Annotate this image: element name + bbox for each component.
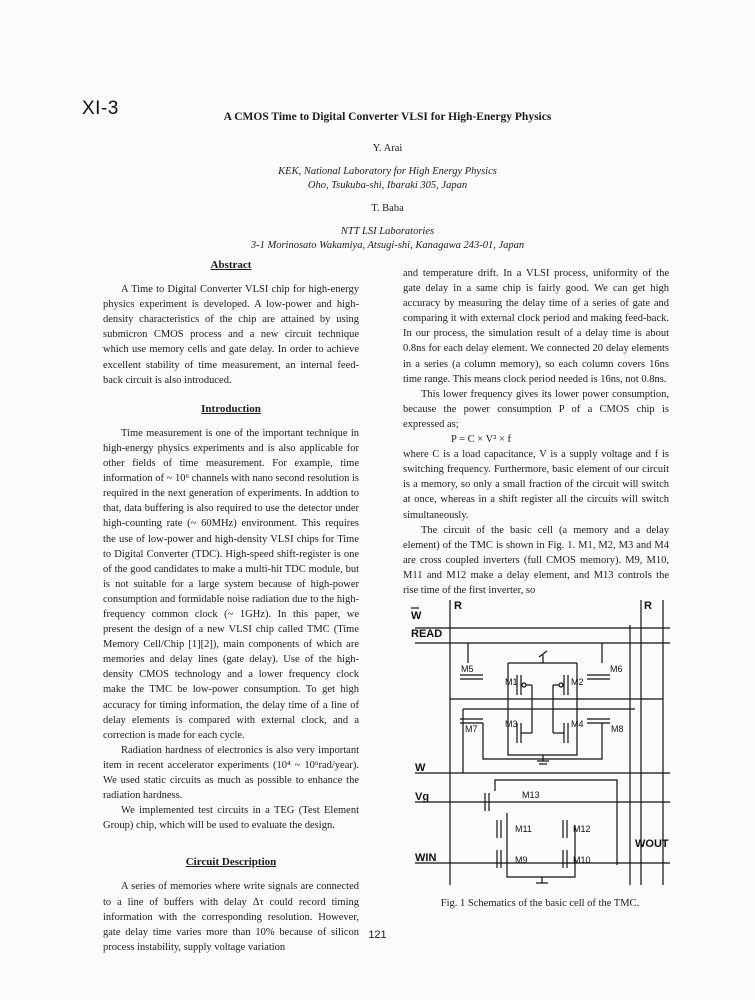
label-m2: M2: [571, 677, 584, 687]
signal-w: W: [415, 762, 426, 774]
paper-title: A CMOS Time to Digital Converter VLSI for High-Energy Physics: [223, 111, 552, 123]
circuit-paragraph-1: A series of memories where write signals are connected to a line of buffers with delay Δτ could record timing information with the corresponding resolution. However, gate delay time varies more than 10% because of silicon process instability, supply voltage variation: [103, 881, 359, 953]
author-name-1: Y. Arai: [372, 143, 403, 154]
circuit-paragraph-3: This lower frequency gives its lower power consumption, because the power consumption P of a CMOS chip is expressed as;: [403, 388, 669, 430]
circuit-paragraph-4: where C is a load capacitance, V is a supply voltage and f is switching frequency. Furthermore, basic element of our circuit is a memory, so only a small fraction of the circuit will switch at once, whereas in a shift register all the circuits will switch simultaneously.: [403, 449, 669, 521]
circuit-paragraph-5: The circuit of the basic cell (a memory and a delay element) of the TMC is shown in Fig. 1. M1, M2, M3 and M4 are cross coupled inverters (full CMOS memory). M9, M10, M11 and M12 make a delay element, and M13 controls the rise time of the first inverter, so: [403, 524, 669, 596]
right-column: [403, 266, 669, 598]
circuit-paragraph-2: and temperature drift. In a VLSI process, uniformity of the gate delay in a same chip is fairly good. We can get high accuracy by measuring the delay time of a series of gate and comparing it with external clock period and making feed-back. In our process, the simulation result of a delay time is about 0.8ns for each delay element. We connected 20 delay elements in a series (a column memory), so each column covers 16ns time range. This means clock period needed is 16ns, not 0.8ns.: [403, 268, 669, 385]
signal-r: R: [454, 600, 462, 612]
label-m9: M9: [515, 855, 528, 865]
label-m3: M3: [505, 719, 518, 729]
intro-paragraph-2: Radiation hardness of electronics is also very important item in recent accelerator experiments (10⁴ ~ 10⁶rad/year). We used static circuits as much as possible to enhance the radiation hardness.: [103, 744, 359, 802]
label-m4: M4: [571, 719, 584, 729]
label-m5: M5: [461, 664, 474, 674]
abstract-text: A Time to Digital Converter VLSI chip for high-energy physics experiment is developed. A low-power and high-density characteristics of the chip are attained by using submicron CMOS process and a new circuit technique which use memory cells and gate delay. In order to achieve excellent stability of time measurement, an internal feed-back circuit is also introduced.: [103, 284, 359, 386]
session-code: XI-3: [82, 98, 119, 119]
label-m13: M13: [522, 790, 540, 800]
author-affiliation-1: KEK, National Laboratory for High Energy Physics: [278, 166, 497, 177]
author-address-1: Oho, Tsukuba-shi, Ibaraki 305, Japan: [307, 180, 468, 191]
schematic-figure: [405, 595, 675, 895]
left-column: [103, 258, 359, 955]
figure-caption: Fig. 1 Schematics of the basic cell of the TMC.: [440, 898, 640, 909]
circuit-description-heading: Circuit Description: [185, 856, 277, 869]
signal-vg: Vg: [415, 791, 430, 803]
intro-paragraph-3: We implemented test circuits in a TEG (Test Element Group) chip, which will be used to evaluate the design.: [103, 805, 359, 832]
author-affiliation-2: NTT LSI Laboratories: [340, 226, 435, 237]
tmc-cell-schematic: [405, 595, 675, 895]
author-name-2: T. Baba: [371, 203, 404, 214]
signal-r-bar: R: [644, 600, 652, 612]
introduction-heading: Introduction: [201, 402, 261, 415]
label-m7: M7: [465, 724, 478, 734]
signal-wout: WOUT: [635, 838, 669, 850]
label-m12: M12: [573, 824, 591, 834]
page-number: 121: [368, 929, 387, 941]
label-m11: M11: [515, 824, 532, 834]
signal-win: WIN: [415, 852, 437, 864]
label-m10: M10: [573, 855, 591, 865]
abstract-heading: Abstract: [210, 259, 252, 271]
label-m6: M6: [610, 664, 623, 674]
intro-paragraph-1: Time measurement is one of the important technique in high-energy physics experiments and is also applicable for other fields of time measurement. For example, time information of ~ 10⁶ channels with nano second resolution is required in the next generation of experiments. In addtion to that, data buffering is also required to use the detector under high-counting rate (~ 60MHz) environment. This requires the use of low-power and high-density VLSI chips for Time to Digital Converter (TDC). High-speed shift-register is one of the good candidates to make a multi-hit TDC module, but is not suitable for a large system because of high-power consumption and formidable noise radiation due to the high-frequency common clock (~ 1GHz). In this paper, we present the design of a new VLSI chip called TMC (Time Memory Cell/Chip [1][2]), main components of which are memories and delay lines (gate delay). Use of the high-density CMOS technology and a lower frequency clock make the TMC be low-power consumption. To get high accuracy for timing information, the delay time of a line of delay elements is compared with external clock, and a correction is made for each cycle.: [103, 427, 359, 741]
power-equation: P = C × V² × f: [451, 434, 512, 446]
label-m1: M1: [505, 677, 518, 687]
author-address-2: 3-1 Morinosato Wakamiya, Atsugi-shi, Kanagawa 243-01, Japan: [250, 240, 525, 251]
signal-read: READ: [411, 628, 443, 640]
signal-w-bar: W: [411, 610, 422, 622]
label-m8: M8: [611, 724, 624, 734]
